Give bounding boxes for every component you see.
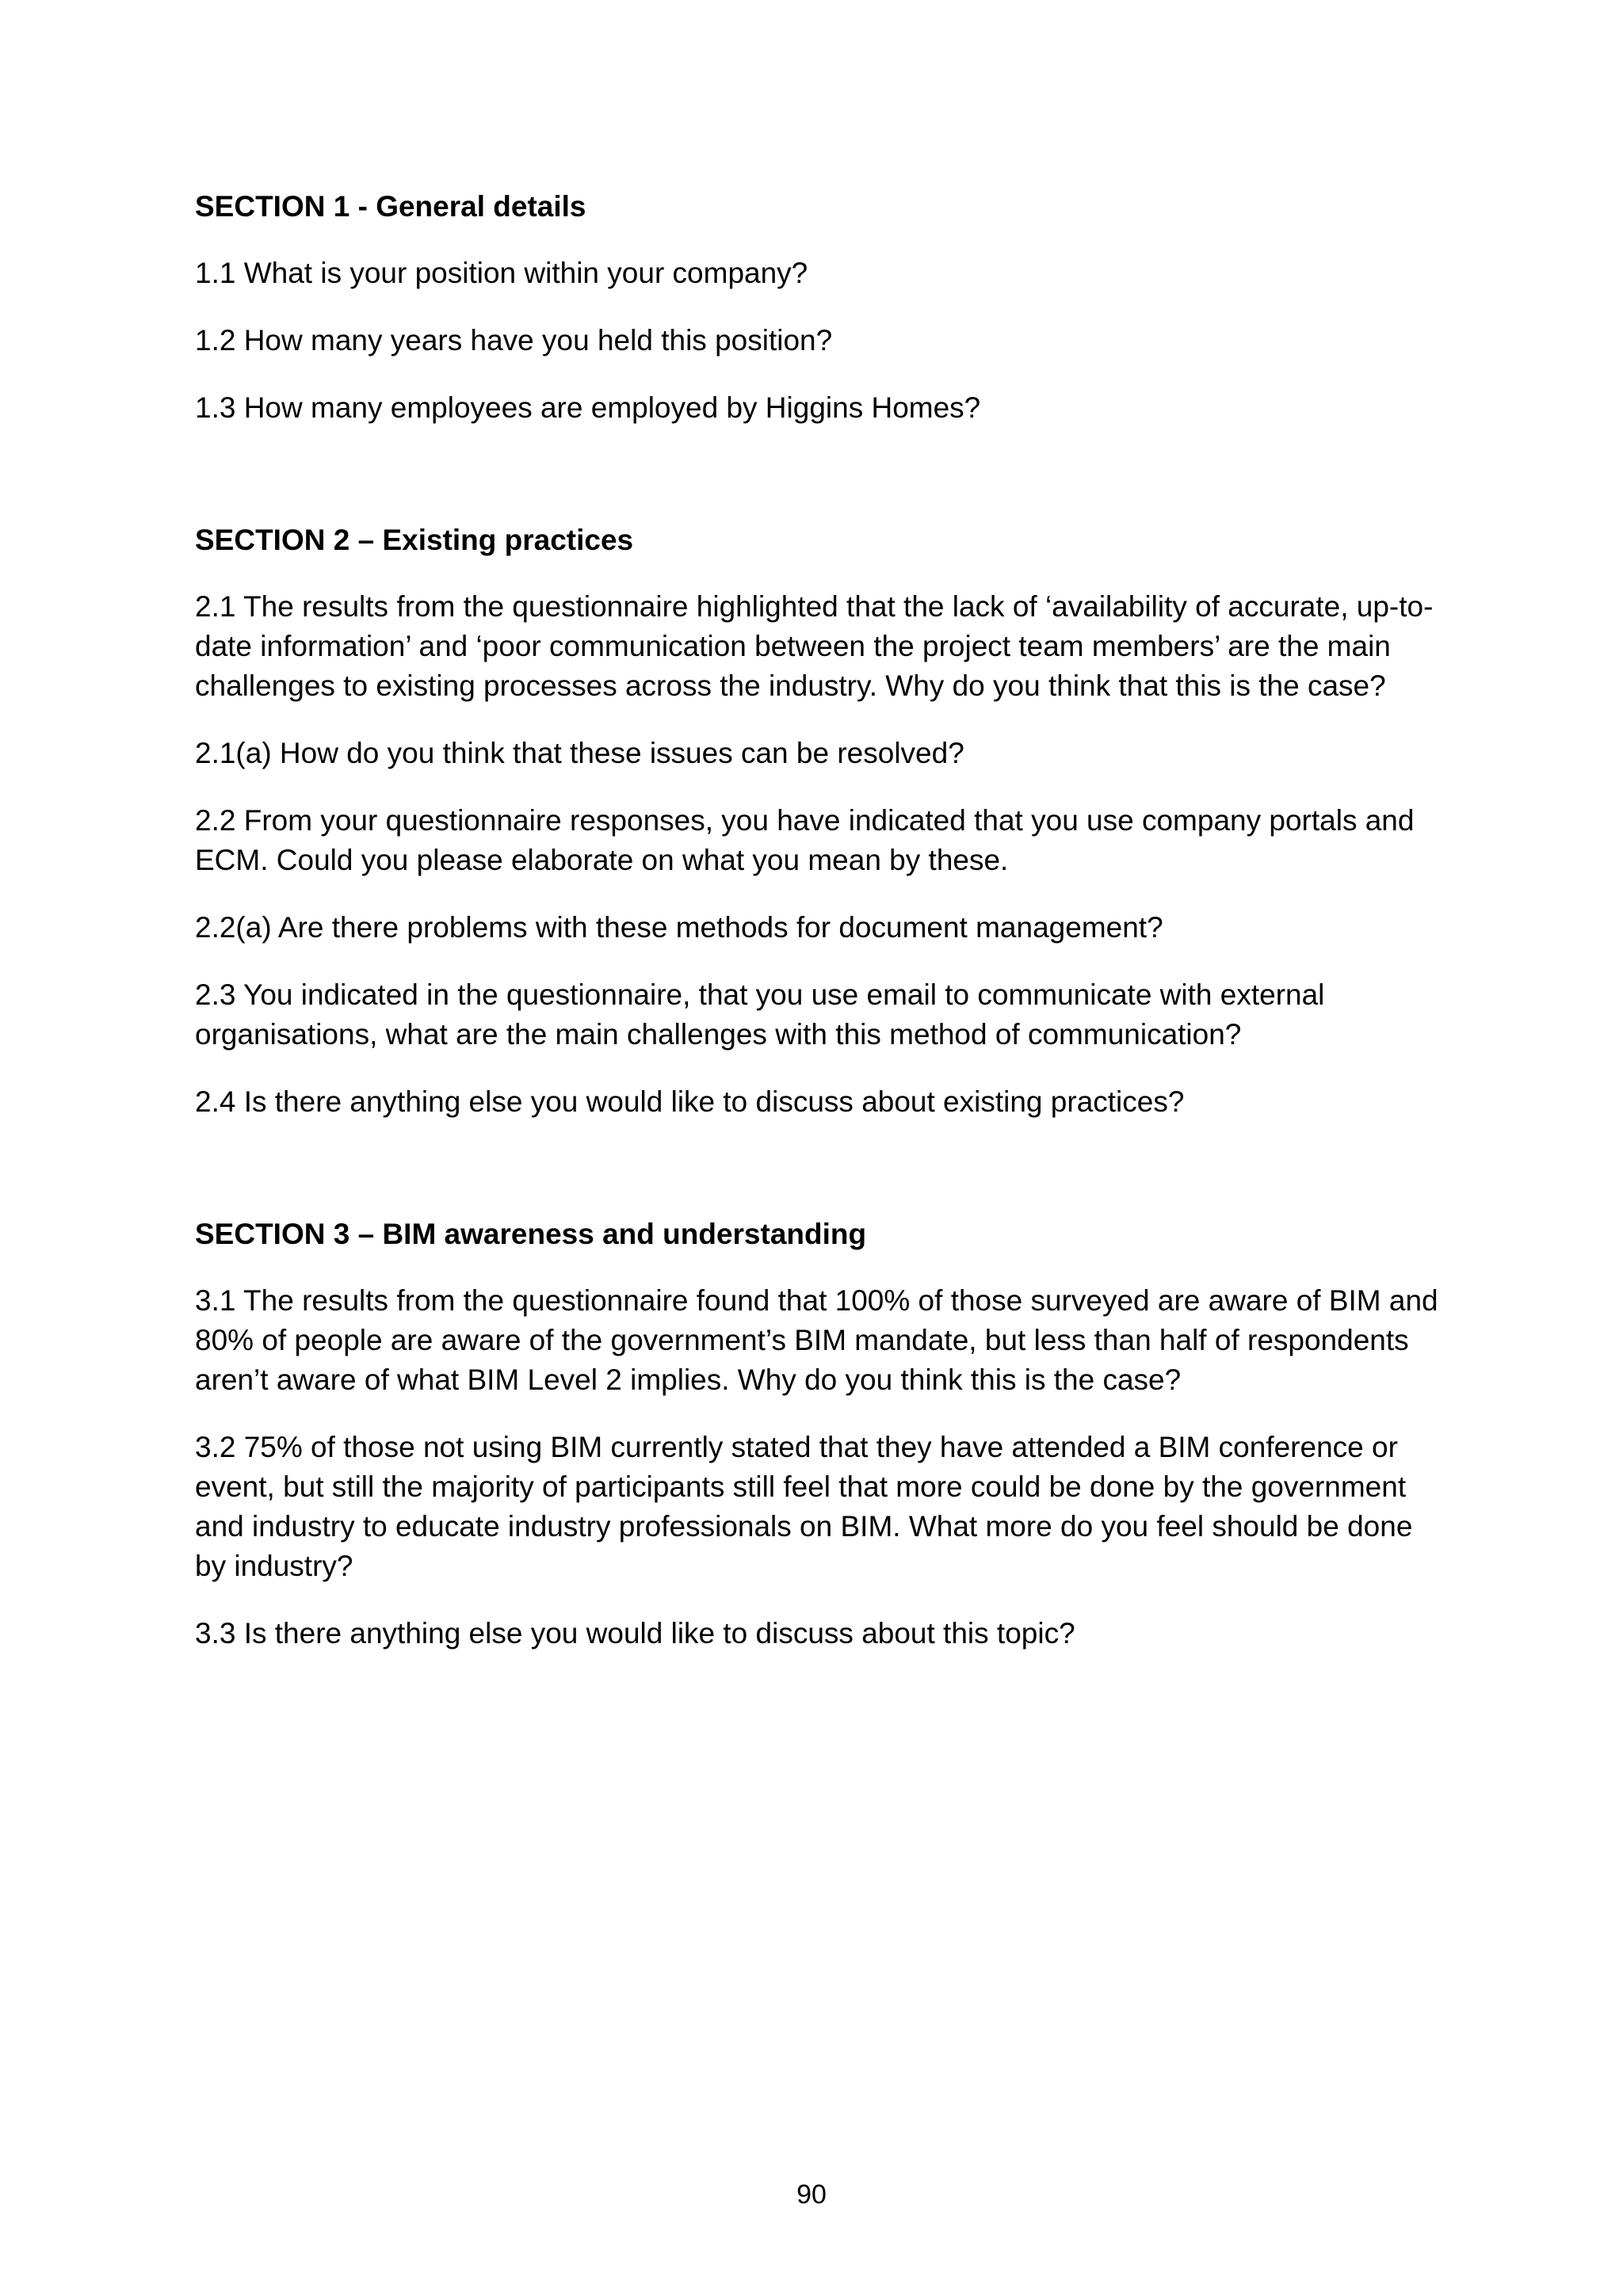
- question-2-4: 2.4 Is there anything else you would like to discuss about existing practices?: [195, 1085, 1185, 1118]
- page-number: 90: [796, 2180, 827, 2210]
- question-2-3: 2.3 You indicated in the questionnaire, that you use email to communicate with external organisations, what are the main challenges with this method of communication?: [195, 978, 1325, 1051]
- question-3-1: 3.1 The results from the questionnaire found that 100% of those surveyed are aware of BIM and 80% of people are aware of the government’s BIM mandate, but less than half of respondents aren’t aware of what BIM Level 2 implies. Why do you think this is the case?: [195, 1284, 1438, 1396]
- question-1-1: 1.1 What is your position within your company?: [195, 257, 808, 289]
- page-content: [195, 187, 1447, 1681]
- question-1-3: 1.3 How many employees are employed by Higgins Homes?: [195, 391, 981, 424]
- section-heading: SECTION 3 – BIM awareness and understanding: [195, 1218, 867, 1250]
- section-general-details: [195, 187, 1447, 428]
- question-3-2: 3.2 75% of those not using BIM currently stated that they have attended a BIM conference or event, but still the majority of participants still feel that more could be done by the government and industry to educate industry professionals on BIM. What more do you feel should be done by industry?: [195, 1431, 1413, 1582]
- section-heading: SECTION 2 – Existing practices: [195, 524, 634, 556]
- question-1-2: 1.2 How many years have you held this position?: [195, 324, 833, 357]
- question-2-1: 2.1 The results from the questionnaire highlighted that the lack of ‘availability of accurate, up-to-date information’ and ‘poor communication between the project team members’ are the main challenges to existing processes across the industry. Why do you think that this is the case?: [195, 590, 1434, 702]
- question-2-1a: 2.1(a) How do you think that these issues can be resolved?: [195, 737, 964, 769]
- question-2-2a: 2.2(a) Are there problems with these methods for document management?: [195, 911, 1163, 944]
- section-heading: SECTION 1 - General details: [195, 190, 586, 223]
- section-existing-practices: [195, 521, 1447, 1122]
- question-3-3: 3.3 Is there anything else you would like to discuss about this topic?: [195, 1617, 1075, 1650]
- question-2-2: 2.2 From your questionnaire responses, you have indicated that you use company portals and ECM. Could you please elaborate on what you mean by these.: [195, 804, 1415, 876]
- section-bim-awareness: [195, 1215, 1447, 1653]
